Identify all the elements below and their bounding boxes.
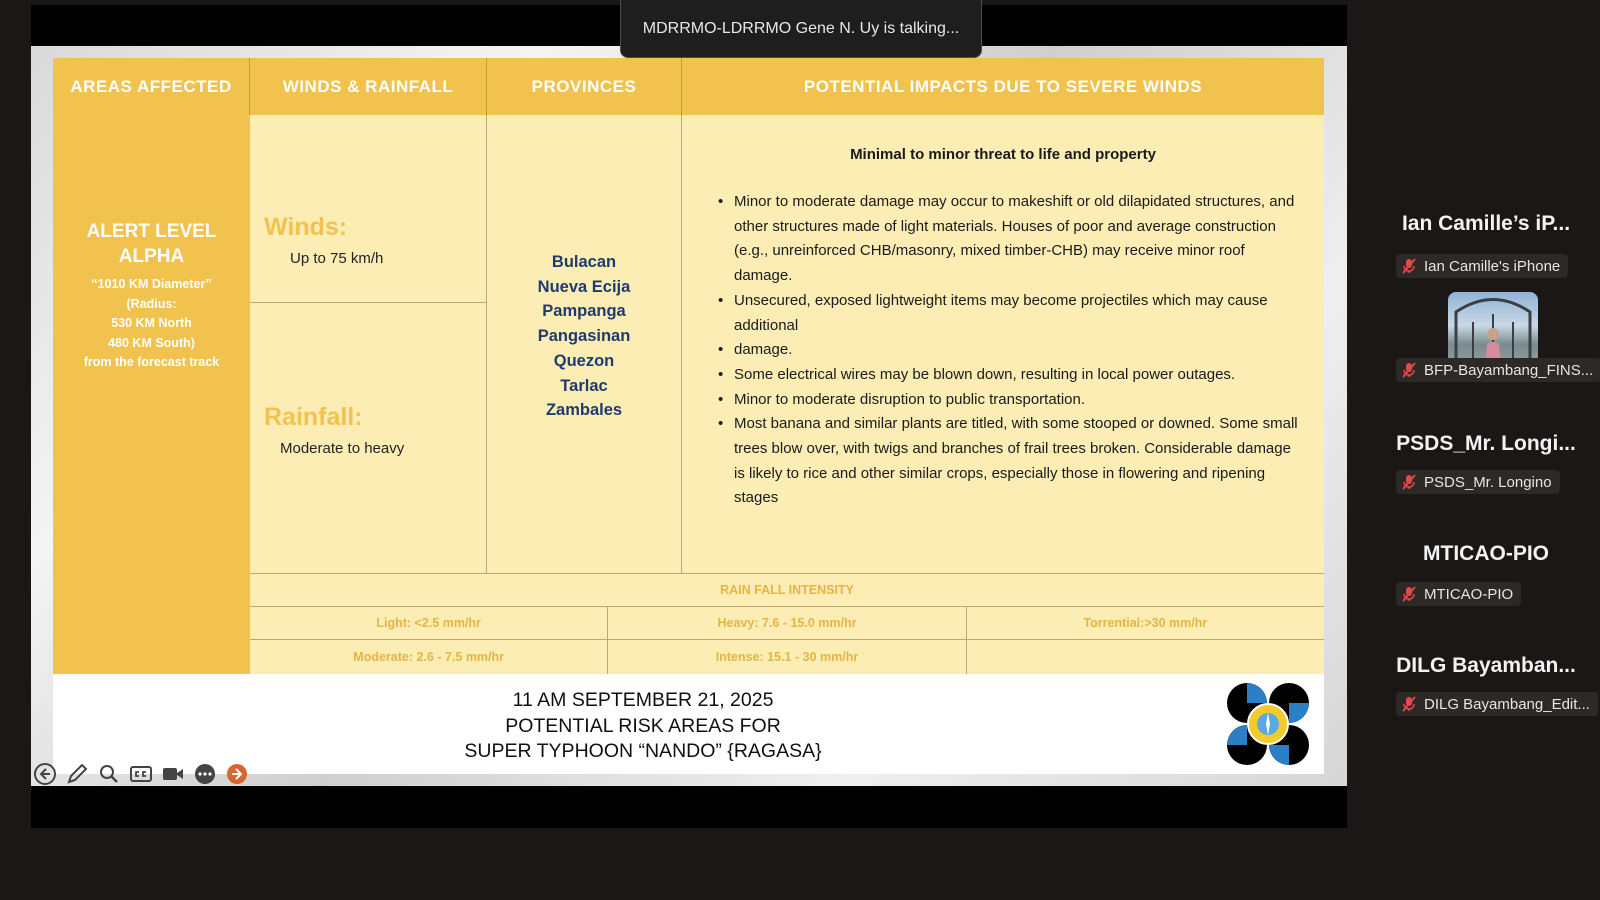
impact-item: • Unsecured, exposed lightweight items may become projectiles which may cause additional [718,289,1304,338]
pen-icon [65,762,89,786]
participant-tag[interactable] [1396,582,1521,606]
participant-video-thumbnail[interactable] [1448,292,1538,367]
areas-affected-cell [53,115,250,674]
alert-desc-line: from the forecast track [83,355,220,369]
winds-rainfall-column [250,115,487,573]
header-areas-label: AREAS AFFECTED [70,76,232,96]
rainfall-value: Moderate to heavy [280,440,405,457]
header-areas-affected [53,58,250,115]
participant-tag[interactable] [1396,358,1600,382]
slide-title [433,688,853,765]
video-button[interactable] [160,761,186,787]
zoom-button[interactable] [96,761,122,787]
forward-button[interactable] [224,761,250,787]
rainfall-intensity-row [250,640,1324,674]
alert-desc-line: “1010 KM Diameter” [91,277,212,291]
provinces-cell [487,115,682,573]
impact-item: • Minor to moderate disruption to public transportation. [718,388,1304,413]
rainfall-title: Rainfall: [264,403,363,431]
pen-button[interactable] [64,761,90,787]
rainfall-intensity-row [250,607,1324,640]
captions-button[interactable] [128,761,154,787]
rainfall-intensity-cell: Moderate: 2.6 - 7.5 mm/hr [250,640,608,674]
impact-item: • Some electrical wires may be blown down, resulting in local power outages. [718,363,1304,388]
ndrrmc-logo-icon [1226,682,1310,766]
header-provinces [487,58,682,115]
forward-icon [225,762,249,786]
header-winds-label: WINDS & RAINFALL [282,76,454,96]
camera-feed-icon [1448,292,1538,367]
presentation-toolbar [32,760,250,788]
back-button[interactable] [32,761,58,787]
participants-panel [1372,70,1600,900]
active-speaker-banner [620,0,982,58]
participant-tag[interactable] [1396,254,1568,278]
participant-name: Ian Camille’s iP... [1401,212,1571,235]
rainfall-intensity-table [250,573,1324,674]
participant-tag-label: DILG Bayambang_Edit... [1424,695,1590,713]
more-button[interactable] [192,761,218,787]
participant-tag[interactable] [1396,470,1560,494]
closed-caption-icon [129,762,153,786]
alert-level-description [53,275,250,373]
rainfall-intensity-cell: Intense: 15.1 - 30 mm/hr [608,640,966,674]
header-potential-impacts [682,58,1324,115]
slide-title-line: 11 AM SEPTEMBER 21, 2025 [512,689,774,711]
header-impacts-label: POTENTIAL IMPACTS DUE TO SEVERE WINDS [803,76,1203,96]
impacts-cell [682,115,1324,573]
rainfall-cell [250,303,486,573]
province-item: Quezon [553,351,615,370]
mic-muted-icon [1400,257,1418,275]
participant-tag-label: BFP-Bayambang_FINS... [1424,361,1594,379]
winds-value: Up to 75 km/h [290,250,384,267]
rainfall-intensity-cell: Torrential:>30 mm/hr [1083,616,1208,630]
province-item: Nueva Ecija [537,277,631,296]
video-camera-icon [161,762,185,786]
magnifier-icon [97,762,121,786]
header-winds-rainfall [250,58,487,115]
rainfall-intensity-cell: Heavy: 7.6 - 15.0 mm/hr [608,607,966,639]
mic-muted-icon [1400,473,1418,491]
province-item: Pampanga [542,302,626,321]
alert-level-title: ALERT LEVEL ALPHA [86,221,217,267]
alert-desc-line: 480 KM South) [108,335,195,350]
mic-muted-icon [1400,361,1418,379]
impact-item: • Most banana and similar plants are titled, with some stooped or downed. Some small trees blow over, with twigs and branches of frail trees broken. Considerable damage is likely to rice and other similar crops, especially those in flowering and ripening stages [718,412,1304,511]
mic-muted-icon [1400,585,1418,603]
back-icon [33,762,57,786]
impact-item: • damage. [718,338,1304,363]
slide-title-line: SUPER TYPHOON “NANDO” {RAGASA} [464,740,822,762]
participant-name: PSDS_Mr. Longi... [1396,432,1576,455]
participant-tag-label: PSDS_Mr. Longino [1424,473,1552,491]
impacts-list [718,190,1304,511]
mic-muted-icon [1400,695,1418,713]
slide-footer [53,674,1324,774]
participant-name: MTICAO-PIO [1423,542,1549,565]
winds-cell [250,115,486,303]
impacts-heading: Minimal to minor threat to life and property [850,146,1156,163]
participant-tag-label: MTICAO-PIO [1424,585,1514,603]
alert-desc-line: 530 KM North [111,316,192,330]
alert-desc-line: (Radius: [126,296,177,311]
winds-title: Winds: [264,213,348,241]
participant-name: DILG Bayamban... [1396,654,1576,677]
rainfall-intensity-cell: Light: <2.5 mm/hr [250,607,608,639]
rainfall-intensity-cell [967,640,1324,674]
impact-item: • Minor to moderate damage may occur to makeshift or old dilapidated structures, and other structures made of light materials. Houses of poor and average construction (e.g., unreinforced CHB/masonry, mixed timber-CHB) may receive minor roof damage. [718,190,1304,289]
active-speaker-text: MDRRMO-LDRRMO Gene N. Uy is talking... [642,19,960,37]
header-provinces-label: PROVINCES [531,76,637,96]
rainfall-intensity-title: RAIN FALL INTENSITY [250,574,1324,607]
province-item: Tarlac [560,376,608,395]
province-list [487,250,681,423]
province-item: Bulacan [551,253,617,271]
more-icon [193,762,217,786]
province-item: Zambales [545,401,623,420]
participant-tag[interactable] [1396,692,1598,716]
province-item: Pangasinan [537,327,631,346]
slide-title-line: POTENTIAL RISK AREAS FOR [505,714,781,737]
participant-tag-label: Ian Camille's iPhone [1424,257,1561,275]
